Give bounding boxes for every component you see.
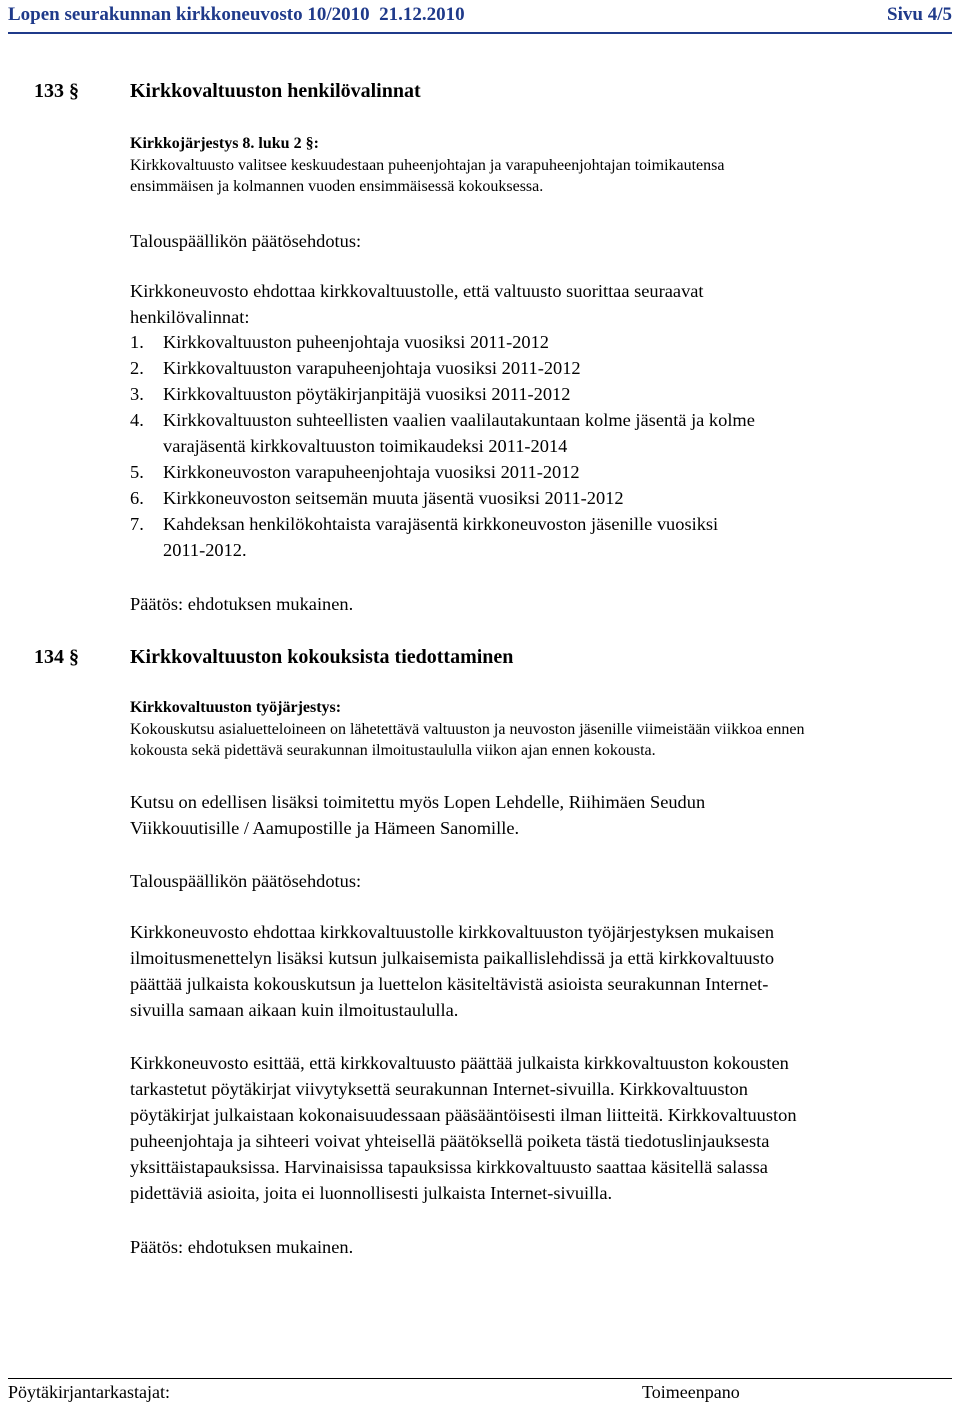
decision-134: Päätös: ehdotuksen mukainen. [130, 1237, 354, 1257]
proposal-label-133: Talouspäällikön päätösehdotus: [130, 231, 362, 251]
proposal-text-line-2: ilmoitusmenettelyn lisäksi kutsun julkaisemista paikallislehdissä ja että kirkkovaltuusto [130, 948, 775, 968]
list-item-number: 3. [130, 384, 144, 404]
law-text-line-1: Kirkkovaltuusto valitsee keskuudestaan puheenjohtajan ja varapuheenjohtajan toimikautensa [130, 157, 725, 174]
proposal-intro-line-2: henkilövalinnat: [130, 307, 250, 327]
list-item-number: 6. [130, 488, 144, 508]
list-item: Kirkkoneuvoston seitsemän muuta jäsentä vuosiksi 2011-2012 [163, 488, 624, 508]
proposal-label-134: Talouspäällikön päätösehdotus: [130, 871, 362, 891]
list-item-number: 4. [130, 410, 144, 430]
list-item-number: 5. [130, 462, 144, 482]
section-133-title: Kirkkovaltuuston henkilövalinnat [130, 80, 421, 102]
header-title: Lopen seurakunnan kirkkoneuvosto 10/2010 21.12.2010 [8, 4, 465, 25]
list-item: Kirkkovaltuuston pöytäkirjanpitäjä vuosiksi 2011-2012 [163, 384, 571, 404]
footer-reviewers-label: Pöytäkirjantarkastajat: [8, 1382, 170, 1402]
invite-text-line-1: Kutsu on edellisen lisäksi toimitettu myös Lopen Lehdelle, Riihimäen Seudun [130, 792, 706, 812]
section-134-title: Kirkkovaltuuston kokouksista tiedottaminen [130, 646, 514, 668]
decision-133: Päätös: ehdotuksen mukainen. [130, 594, 354, 614]
proposal-text-line-3: päättää julkaista kokouskutsun ja luettelon käsiteltävistä asioista seurakunnan Internet- [130, 974, 769, 994]
list-item: Kirkkovaltuuston varapuheenjohtaja vuosiksi 2011-2012 [163, 358, 581, 378]
list-item-continuation: varajäsentä kirkkovaltuuston toimikaudeksi 2011-2014 [163, 436, 568, 456]
rules-text-line-2: kokousta sekä pidettävä seurakunnan ilmoitustaululla viikon ajan ennen kokousta. [130, 742, 656, 759]
proposal-text-line-4: sivuilla samaan aikaan kuin ilmoitustaululla. [130, 1000, 459, 1020]
law-text-line-2: ensimmäisen ja kolmannen vuoden ensimmäisessä kokouksessa. [130, 178, 544, 195]
list-item-number: 1. [130, 332, 144, 352]
page-header [8, 4, 952, 34]
minutes-text-line-4: puheenjohtaja ja sihteeri voivat yhteisellä päätöksellä poiketa tästä tiedotuslinjauksesta [130, 1131, 770, 1151]
list-item: Kirkkovaltuuston puheenjohtaja vuosiksi 2011-2012 [163, 332, 549, 352]
rules-text-line-1: Kokouskutsu asialuetteloineen on lähetettävä valtuuston ja neuvoston jäsenille viimeistään viikkoa ennen [130, 721, 805, 738]
list-item: Kirkkovaltuuston suhteellisten vaalien vaalilautakuntaan kolme jäsentä ja kolme [163, 410, 755, 430]
law-reference: Kirkkojärjestys 8. luku 2 §: [130, 135, 319, 152]
minutes-text-line-6: pidettäviä asioita, joita ei luonnollisesti julkaista Internet-sivuilla. [130, 1183, 613, 1203]
section-133-number: 133 § [34, 80, 79, 102]
header-date: 21.12.2010 [379, 4, 465, 25]
list-item-number: 2. [130, 358, 144, 378]
list-item-number: 7. [130, 514, 144, 534]
list-item: Kahdeksan henkilökohtaista varajäsentä kirkkoneuvoston jäsenille vuosiksi [163, 514, 719, 534]
list-item: Kirkkoneuvoston varapuheenjohtaja vuosiksi 2011-2012 [163, 462, 580, 482]
footer-divider [8, 1378, 952, 1379]
rules-reference: Kirkkovaltuuston työjärjestys: [130, 699, 342, 716]
header-divider [8, 32, 952, 34]
footer-execution-label: Toimeenpano [642, 1382, 740, 1402]
minutes-text-line-2: tarkastetut pöytäkirjat viivytyksettä seurakunnan Internet-sivuilla. Kirkkovaltuuston [130, 1079, 748, 1099]
proposal-intro-line-1: Kirkkoneuvosto ehdottaa kirkkovaltuustolle, että valtuusto suorittaa seuraavat [130, 281, 704, 301]
proposal-text-line-1: Kirkkoneuvosto ehdottaa kirkkovaltuustolle kirkkovaltuuston työjärjestyksen mukaisen [130, 922, 775, 942]
header-page-number: Sivu 4/5 [887, 4, 952, 25]
minutes-text-line-1: Kirkkoneuvosto esittää, että kirkkovaltuusto päättää julkaista kirkkovaltuuston kokousten [130, 1053, 789, 1073]
minutes-text-line-5: yksittäistapauksissa. Harvinaisissa tapauksissa kirkkovaltuusto saattaa käsitellä salassa [130, 1157, 768, 1177]
list-item-continuation: 2011-2012. [163, 540, 247, 560]
invite-text-line-2: Viikkouutisille / Aamupostille ja Hämeen Sanomille. [130, 818, 520, 838]
minutes-text-line-3: pöytäkirjat julkaistaan kokonaisuudessaan pääsääntöisesti ilman liitteitä. Kirkkovaltuuston [130, 1105, 797, 1125]
section-134-number: 134 § [34, 646, 79, 668]
